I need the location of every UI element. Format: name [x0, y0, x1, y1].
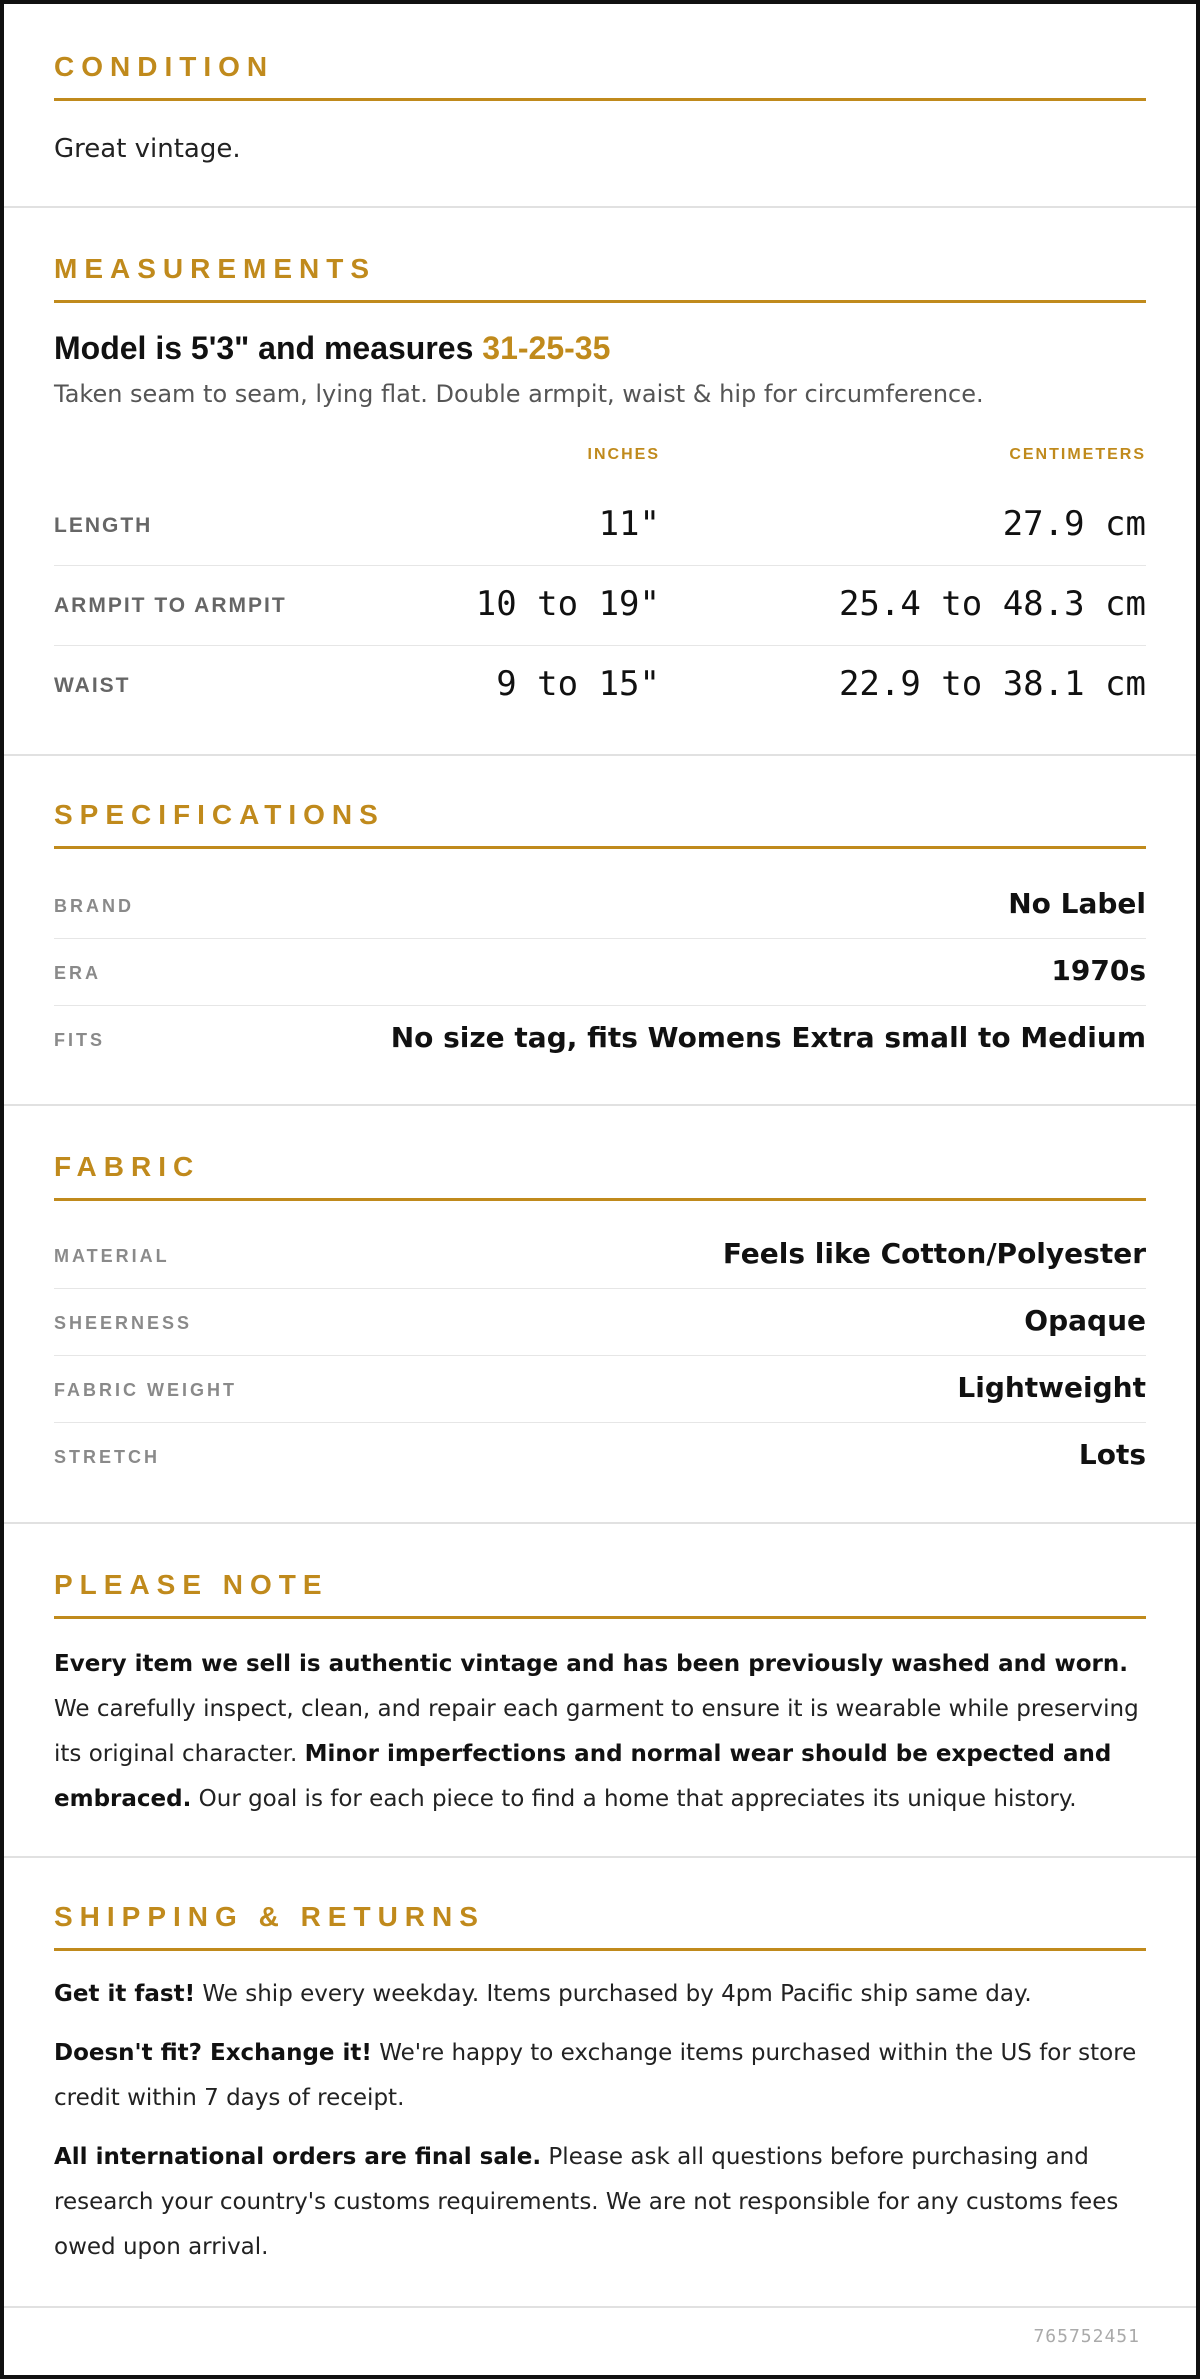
spec-row-era: [54, 939, 1146, 1006]
spec-value: 1970s: [1051, 954, 1146, 987]
model-measures-line: [54, 330, 610, 367]
condition-heading: CONDITION: [54, 50, 1146, 101]
shipping-paragraph-3: [54, 2135, 1146, 2270]
note-bold-2: Minor imperfections and normal wear should be expected and embraced.: [54, 1741, 1112, 1812]
fabric-label: FABRIC WEIGHT: [54, 1380, 237, 1400]
shipping-bold-2: Doesn't fit? Exchange it!: [54, 2040, 372, 2066]
please-note-text: [54, 1642, 1146, 1822]
specifications-section: [4, 756, 1196, 1106]
inches-column-header: INCHES: [587, 446, 660, 463]
condition-text: Great vintage.: [54, 134, 241, 164]
measurements-heading: MEASUREMENTS: [54, 252, 1146, 303]
measurement-cm: 25.4 to 48.3 cm: [838, 584, 1146, 624]
measurements-section: [4, 208, 1196, 756]
model-measures-prefix: Model is 5'3" and measures: [54, 330, 483, 366]
measurement-label: ARMPIT TO ARMPIT: [54, 594, 287, 617]
fabric-row-stretch: [54, 1423, 1146, 1490]
measurement-label: LENGTH: [54, 514, 153, 537]
measurement-inches: 11": [598, 504, 660, 544]
fabric-section: [4, 1106, 1196, 1524]
spec-value: No Label: [1008, 887, 1146, 920]
spec-value: No size tag, fits Womens Extra small to Medium: [390, 1021, 1146, 1054]
note-text-2: Our goal is for each piece to find a home that appreciates its unique history.: [191, 1786, 1077, 1812]
fabric-row-material: [54, 1222, 1146, 1289]
spec-label: FITS: [54, 1030, 105, 1050]
shipping-returns-heading: SHIPPING & RETURNS: [54, 1900, 1146, 1951]
spec-label: BRAND: [54, 896, 134, 916]
measurement-row: [54, 486, 1146, 566]
fabric-value: Lightweight: [957, 1371, 1146, 1404]
fabric-heading: FABRIC: [54, 1150, 1146, 1201]
product-id: 765752451: [1033, 2326, 1140, 2347]
fabric-value: Opaque: [1024, 1304, 1146, 1337]
fabric-value: Feels like Cotton/Polyester: [722, 1237, 1146, 1270]
measurement-inches: 10 to 19": [475, 584, 660, 624]
measurement-label: WAIST: [54, 674, 131, 697]
fabric-row-weight: [54, 1356, 1146, 1423]
model-measures-value: 31-25-35: [482, 330, 611, 366]
specifications-heading: SPECIFICATIONS: [54, 798, 1146, 849]
spec-label: ERA: [54, 963, 102, 983]
centimeters-column-header: CENTIMETERS: [1009, 446, 1146, 463]
shipping-text-3: Please ask all questions before purchasing and research your country's customs requirements. We are not responsible for any customs fees owed upon arrival.: [54, 2144, 1119, 2260]
shipping-bold-3: All international orders are final sale.: [54, 2144, 542, 2170]
fabric-value: Lots: [1078, 1438, 1146, 1471]
please-note-heading: PLEASE NOTE: [54, 1568, 1146, 1619]
measurement-row: [54, 646, 1146, 726]
please-note-section: [4, 1524, 1196, 1858]
fabric-label: MATERIAL: [54, 1246, 170, 1266]
spec-row-brand: [54, 872, 1146, 939]
measurement-cm: 27.9 cm: [1002, 504, 1146, 544]
shipping-returns-section: [4, 1858, 1196, 2308]
spec-row-fits: [54, 1006, 1146, 1073]
shipping-paragraph-1: [54, 1972, 1146, 2017]
note-bold-1: Every item we sell is authentic vintage and has been previously washed and worn.: [54, 1651, 1128, 1677]
measurement-inches: 9 to 15": [496, 664, 660, 704]
shipping-bold-1: Get it fast!: [54, 1981, 196, 2007]
shipping-text-1: We ship every weekday. Items purchased by 4pm Pacific ship same day.: [195, 1981, 1032, 2007]
shipping-paragraph-2: [54, 2031, 1146, 2121]
note-text-1: We carefully inspect, clean, and repair each garment to ensure it is wearable while preserving its original character.: [54, 1696, 1139, 1767]
fabric-row-sheerness: [54, 1289, 1146, 1356]
fabric-label: SHEERNESS: [54, 1313, 193, 1333]
measurement-cm: 22.9 to 38.1 cm: [838, 664, 1146, 704]
shipping-text-2: We're happy to exchange items purchased within the US for store credit within 7 days of receipt.: [54, 2040, 1137, 2111]
measurements-subtitle: Taken seam to seam, lying flat. Double armpit, waist & hip for circumference.: [54, 380, 984, 408]
measurement-row: [54, 566, 1146, 646]
condition-section: [4, 4, 1196, 208]
fabric-label: STRETCH: [54, 1447, 160, 1467]
